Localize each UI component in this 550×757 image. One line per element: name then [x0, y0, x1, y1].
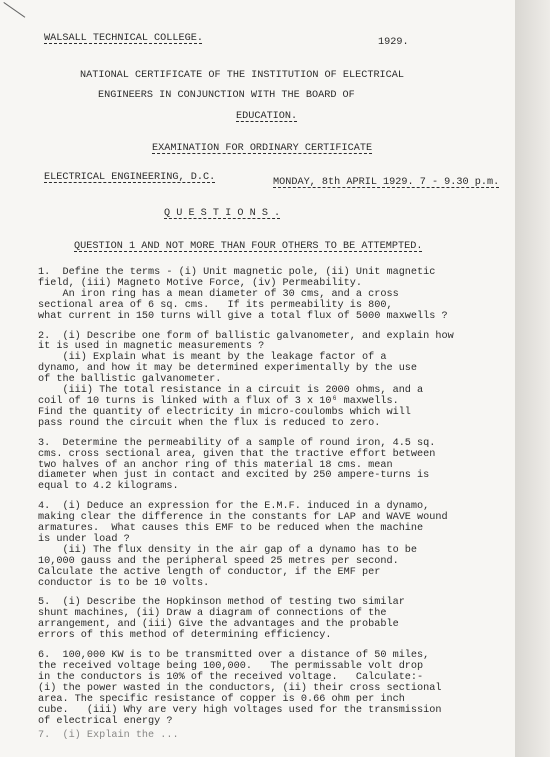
question-line: 5. (i) Describe the Hopkinson method of testing two similar [38, 597, 405, 609]
question-line: 10,000 gauss and the peripheral speed 25 metres per second. [38, 555, 399, 567]
instruction: QUESTION 1 AND NOT MORE THAN FOUR OTHERS TO BE ATTEMPTED. [74, 241, 423, 252]
page-edge-shadow [515, 0, 550, 757]
question-line: dynamo, and how it may be determined experimentally by the use [38, 363, 418, 375]
question-line: is under load ? [38, 533, 130, 545]
question-line: equal to 4.2 kilograms. [38, 481, 179, 493]
question-line: in the conductors is 10% of the received voltage. Calculate:- [38, 671, 424, 683]
question-1 [38, 268, 454, 323]
question-line: two halves of an anchor ring of this material 18 cms. mean [38, 459, 393, 471]
questions-list [38, 268, 454, 742]
question-4 [38, 502, 454, 589]
exam-type: EXAMINATION FOR ORDINARY CERTIFICATE [152, 143, 373, 154]
question-line: coil of 10 turns is linked with a flux of 3 x 10⁶ maxwells. [38, 395, 399, 407]
title-line-2: ENGINEERS IN CONJUNCTION WITH THE BOARD OF [98, 90, 355, 101]
question-line: making clear the difference in the constants for LAP and WAVE wound [38, 512, 448, 524]
exam-date: MONDAY, 8th APRIL 1929. 7 - 9.30 p.m. [273, 177, 500, 188]
question-line: of the ballistic galvanometer. [38, 374, 222, 386]
exam-year: 1929. [378, 37, 409, 48]
question-line: sectional area of 6 sq. cms. If its permeability is 800, [38, 299, 393, 311]
question-line: Calculate the active length of conductor, if the EMF per [38, 566, 381, 578]
question-line: field, (iii) Magneto Motive Force, (iv) Permeability. [38, 277, 363, 289]
question-line: 3. Determine the permeability of a sample of round iron, 4.5 sq. [38, 437, 436, 449]
question-line: cube. (iii) Why are very high voltages used for the transmission [38, 704, 442, 716]
question-line: of electrical energy ? [38, 715, 173, 727]
question-line: 1. Define the terms - (i) Unit magnetic pole, (ii) Unit magnetic [38, 267, 436, 278]
title-line-3: EDUCATION. [236, 111, 298, 122]
question-line: pass round the circuit when the flux is reduced to zero. [38, 417, 381, 429]
title-line-1: NATIONAL CERTIFICATE OF THE INSTITUTION OF ELECTRICAL [80, 70, 405, 81]
question-line: (iii) The total resistance in a circuit is 2000 ohms, and a [38, 385, 424, 397]
question-line: shunt machines, (ii) Draw a diagram of connections of the [38, 608, 387, 620]
question-line: what current in 150 turns will give a total flux of 5000 maxwells ? [38, 310, 448, 322]
question-line: arrangement, and (iii) Give the advantages and the probable [38, 619, 399, 631]
question-line: 6. 100,000 KW is to be transmitted over a distance of 50 miles, [38, 650, 430, 662]
question-line: (ii) Explain what is meant by the leakage factor of a [38, 352, 387, 364]
question-6 [38, 651, 454, 727]
question-7 [38, 731, 454, 742]
question-line: conductor is to be 10 volts. [38, 577, 210, 589]
question-line: diameter when just in contact and excited by 250 ampere-turns is [38, 470, 430, 482]
question-line: it is used in magnetic measurements ? [38, 341, 265, 353]
question-line: (ii) The flux density in the air gap of a dynamo has to be [38, 544, 418, 556]
college-name: WALSALL TECHNICAL COLLEGE. [44, 33, 203, 44]
subject: ELECTRICAL ENGINEERING, D.C. [44, 172, 216, 183]
questions-heading: Q U E S T I O N S . [164, 208, 281, 219]
question-line: 7. (i) Explain the ... [38, 730, 179, 742]
question-line: cms. cross sectional area, given that the tractive effort between [38, 448, 436, 460]
question-line: armatures. What causes this EMF to be reduced when the machine [38, 523, 424, 535]
question-line: errors of this method of determining efficiency. [38, 630, 332, 642]
question-line: (i) the power wasted in the conductors, (ii) their cross sectional [38, 682, 442, 694]
question-line: An iron ring has a mean diameter of 30 cms, and a cross [38, 288, 399, 300]
question-3 [38, 439, 454, 494]
question-line: Find the quantity of electricity in micro-coulombs which will [38, 406, 411, 418]
question-line: 4. (i) Deduce an expression for the E.M.F. induced in a dynamo, [38, 501, 430, 513]
question-line: the received voltage being 100,000. The permissable volt drop [38, 661, 424, 672]
question-line: 2. (i) Describe one form of ballistic galvanometer, and explain how [38, 330, 454, 342]
question-line: area. The specific resistance of copper is 0.66 ohm per inch [38, 693, 405, 705]
question-2 [38, 332, 454, 430]
question-5 [38, 598, 454, 642]
